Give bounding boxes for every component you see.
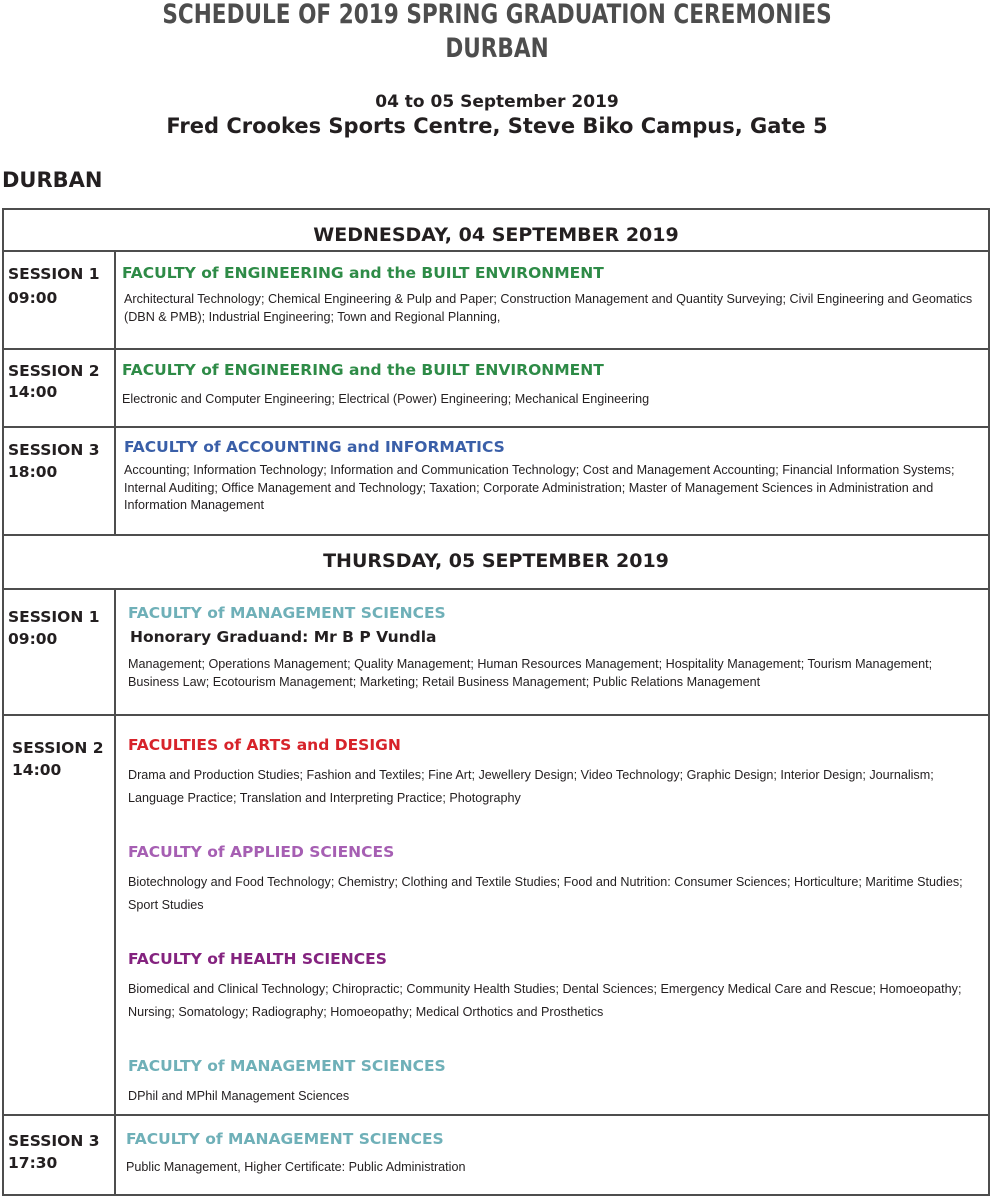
session-time: 14:00 — [12, 761, 62, 779]
honorary-graduand: Honorary Graduand: Mr B P Vundla — [130, 628, 437, 646]
column-divider — [114, 588, 116, 1196]
row-divider — [2, 348, 990, 350]
programme-list: Biomedical and Clinical Technology; Chiropractic; Community Health Studies; Dental Sciences; Emergency Medical Care and Rescue; Homoeopathy; Nursing; Somatology; Radiography; Homoeopathy; Medical Orthotics and Prosthetics — [128, 982, 962, 1019]
programme-list: Architectural Technology; Chemical Engineering & Pulp and Paper; Construction Management and Quantity Surveying; Civil Engineering and Geomatics (DBN & PMB); Industrial Engineering; Town and Regional Planning, — [124, 292, 973, 324]
session-time: 17:30 — [8, 1154, 58, 1172]
programme-list: Public Management, Higher Certificate: Public Administration — [126, 1160, 466, 1174]
row-divider — [2, 714, 990, 716]
row-divider — [2, 534, 990, 536]
session-label: SESSION 3 — [8, 1132, 100, 1150]
session-time: 18:00 — [8, 463, 58, 481]
column-divider — [114, 250, 116, 534]
event-venue: Fred Crookes Sports Centre, Steve Biko Campus, Gate 5 — [166, 114, 828, 138]
faculty-heading: FACULTY of ENGINEERING and the BUILT ENVIRONMENT — [122, 361, 604, 379]
event-dates: 04 to 05 September 2019 — [375, 92, 619, 112]
session-time: 09:00 — [8, 630, 58, 648]
faculty-heading: FACULTIES of ARTS and DESIGN — [128, 736, 401, 754]
faculty-heading: FACULTY of MANAGEMENT SCIENCES — [128, 1057, 446, 1075]
faculty-heading: FACULTY of MANAGEMENT SCIENCES — [126, 1130, 444, 1148]
region-heading: DURBAN — [2, 168, 103, 192]
day-heading-wednesday: WEDNESDAY, 04 SEPTEMBER 2019 — [313, 224, 679, 246]
row-divider — [2, 588, 990, 590]
faculty-heading: FACULTY of MANAGEMENT SCIENCES — [128, 604, 446, 622]
programme-list: Biotechnology and Food Technology; Chemistry; Clothing and Textile Studies; Food and Nutrition: Consumer Sciences; Horticulture; Maritime Studies; Sport Studies — [128, 875, 963, 912]
programme-list: Drama and Production Studies; Fashion and Textiles; Fine Art; Jewellery Design; Video Technology; Graphic Design; Interior Design; Journalism; Language Practice; Translation and Interpreting Practice; Photography — [128, 768, 934, 805]
row-divider — [2, 1114, 990, 1116]
programme-list: Accounting; Information Technology; Information and Communication Technology; Cost and Management Accounting; Financial Information Systems; Internal Auditing; Office Management and Technology; Taxation; Corporate Administration; Master of Management Sciences in Administration and Information Management — [124, 463, 955, 512]
programme-list: DPhil and MPhil Management Sciences — [128, 1089, 350, 1103]
page-title-line1: SCHEDULE OF 2019 SPRING GRADUATION CEREMONIES — [162, 0, 832, 30]
session-label: SESSION 2 — [8, 362, 100, 380]
session-label: SESSION 1 — [8, 265, 100, 283]
session-label: SESSION 3 — [8, 441, 100, 459]
page-title-line2: DURBAN — [445, 33, 549, 64]
day-heading-thursday: THURSDAY, 05 SEPTEMBER 2019 — [323, 550, 669, 572]
row-divider — [2, 426, 990, 428]
session-time: 09:00 — [8, 289, 58, 307]
session-time: 14:00 — [8, 383, 58, 401]
programme-list: Management; Operations Management; Quality Management; Human Resources Management; Hospitality Management; Tourism Management; Business Law; Ecotourism Management; Marketing; Retail Business Management; Public Relations Management — [128, 657, 933, 689]
faculty-heading: FACULTY of HEALTH SCIENCES — [128, 950, 387, 968]
programme-list: Electronic and Computer Engineering; Electrical (Power) Engineering; Mechanical Engineering — [122, 392, 650, 406]
faculty-heading: FACULTY of ENGINEERING and the BUILT ENVIRONMENT — [122, 264, 604, 282]
session-label: SESSION 2 — [12, 739, 104, 757]
session-label: SESSION 1 — [8, 608, 100, 626]
schedule-table — [2, 208, 990, 1196]
faculty-heading: FACULTY of APPLIED SCIENCES — [128, 843, 395, 861]
row-divider — [2, 250, 990, 252]
faculty-heading: FACULTY of ACCOUNTING and INFORMATICS — [124, 438, 505, 456]
